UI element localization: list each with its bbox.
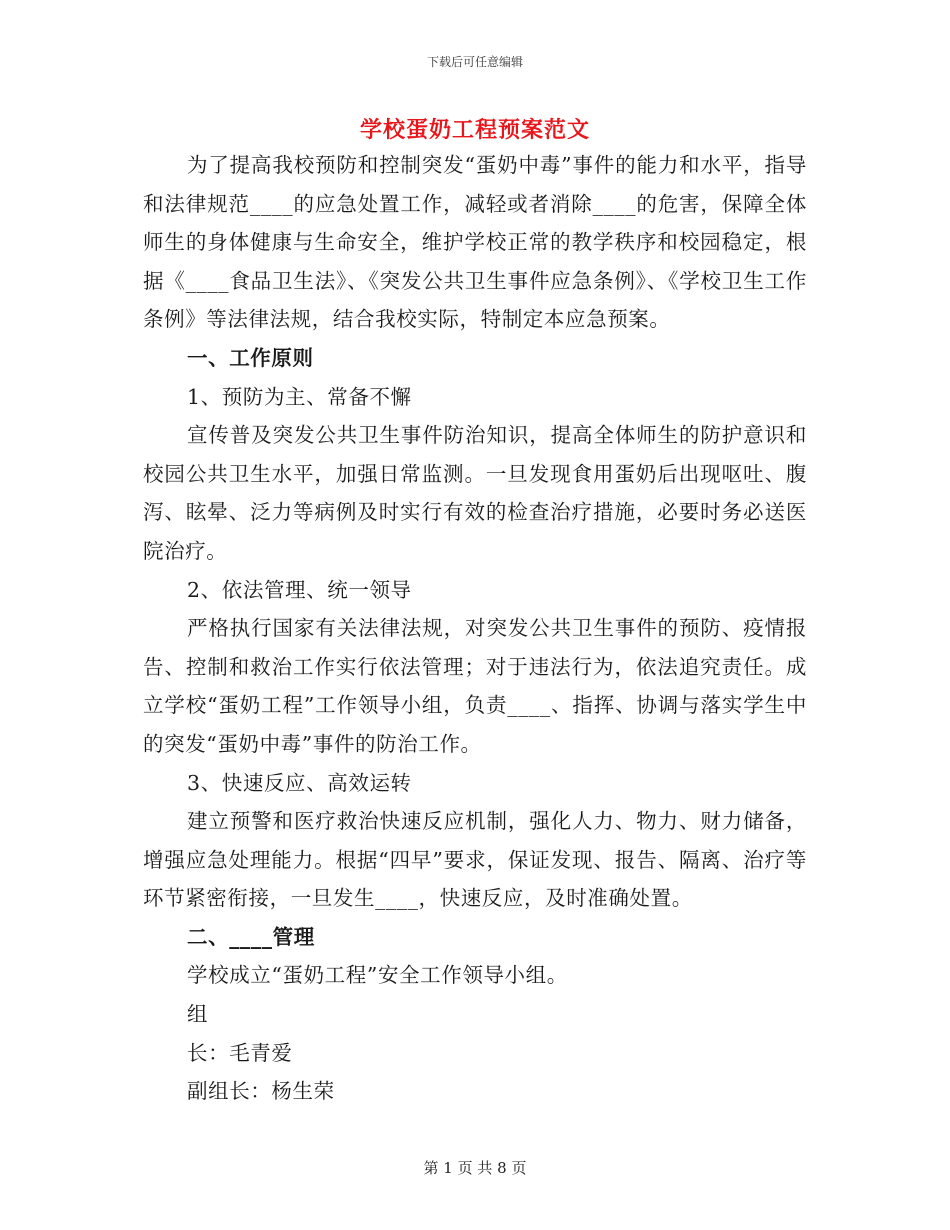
rapid-response-paragraph: 建立预警和医疗救治快速反应机制，强化人力、物力、财力储备，增强应急处理能力。根据“四早”要求，保证发现、报告、隔离、治疗等环节紧密衔接，一旦发生____，快速反应，及时准确处置。 [143,809,807,911]
document-body [143,146,807,1111]
page-header-note: 下载后可任意编辑 [426,55,523,69]
document-title: 学校蛋奶工程预案范文 [359,117,590,143]
section-heading-management: 二、____管理 [187,924,315,949]
lawful-management-paragraph: 严格执行国家有关法律法规，对突发公共卫生事件的预防、疫情报告、控制和救治工作实行依法管理；对于违法行为，依法追究责任。成立学校“蛋奶工程”工作领导小组，负责____、指挥、协调与落实学生中的突发“蛋奶中毒”事件的防治工作。 [143,616,807,756]
page-number: 第 1 页 共 8 页 [423,1159,527,1177]
leadership-group-paragraph: 学校成立“蛋奶工程”安全工作领导小组。 [187,963,568,988]
subheading-rapid-response: 3、快速反应、高效运转 [187,770,412,795]
section-heading-principles: 一、工作原则 [187,345,314,370]
intro-paragraph: 为了提高我校预防和控制突发“蛋奶中毒”事件的能力和水平，指导和法律规范____的应急处置工作，减轻或者消除____的危害，保障全体师生的身体健康与生命安全，维护学校正常的教学秩序和校园稳定，根据《____食品卫生法》、《突发公共卫生事件应急条例》、《学校卫生工作条例》等法律法规，结合我校实际，特制定本应急预案。 [143,153,807,332]
group-leader-line: 长：毛青爱 [187,1040,293,1065]
subheading-prevention: 1、预防为主、常备不懈 [187,384,412,409]
prevention-paragraph: 宣传普及突发公共卫生事件防治知识，提高全体师生的防护意识和校园公共卫生水平，加强日常监测。一旦发现食用蛋奶后出现呕吐、腹泻、眩晕、泛力等病例及时实行有效的检查治疗措施，必要时务必送医院治疗。 [143,423,807,563]
deputy-leader-line: 副组长：杨生荣 [187,1079,335,1104]
group-label-line: 组 [187,1002,209,1027]
subheading-lawful-management: 2、依法管理、统一领导 [187,577,412,602]
